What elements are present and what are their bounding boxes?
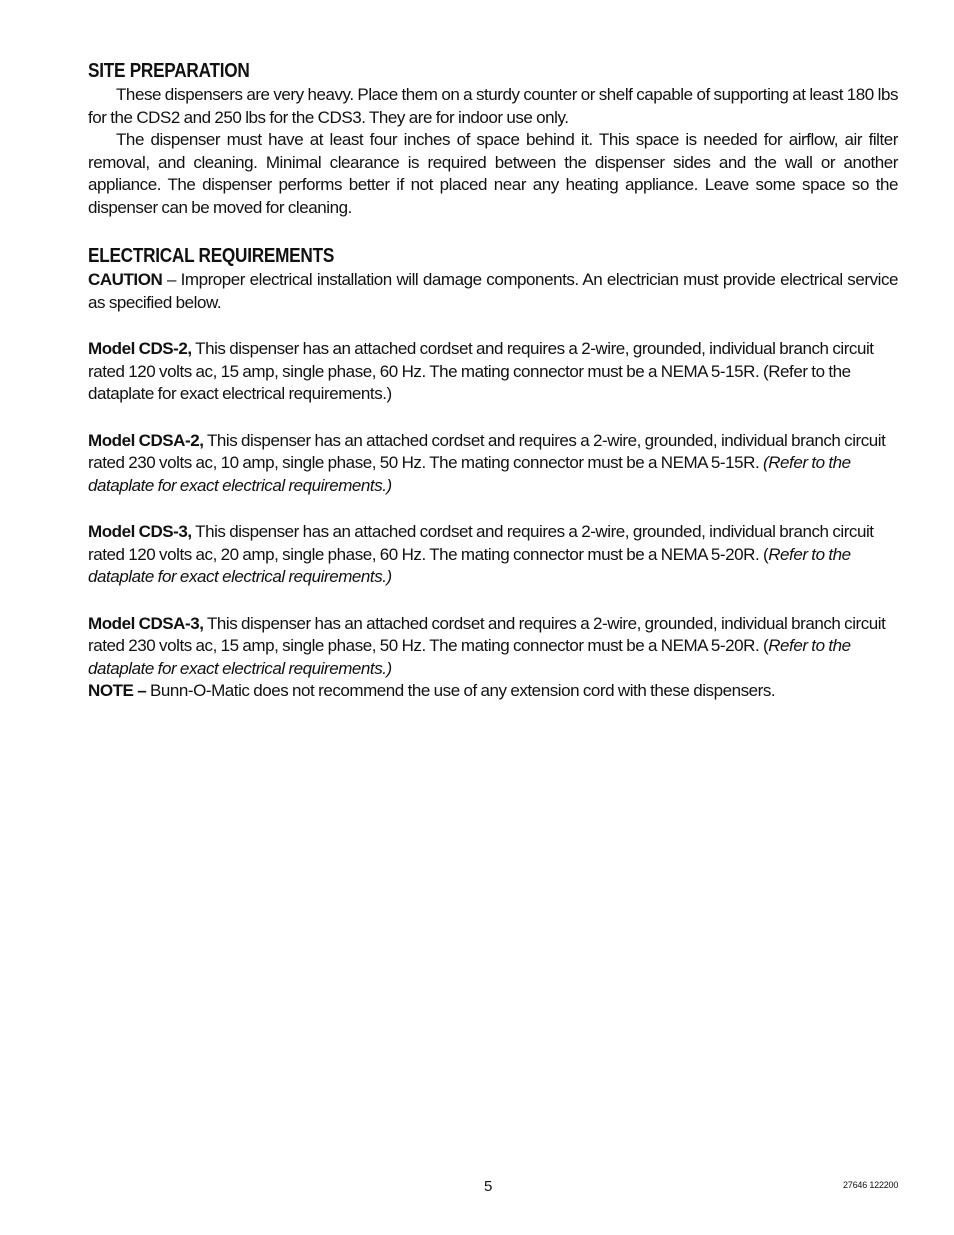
model-name: Model CDSA-3, [88,613,204,633]
note-label: NOTE – [88,681,147,700]
document-id: 27646 122200 [843,1180,899,1190]
model-cds-3-paragraph [88,521,898,589]
model-text: This dispenser has an attached cordset and requires a 2-wire, grounded, individual branch circuit rated 230 volts ac, 10 amp, single phase, 50 Hz. The mating connector must be a NEMA 5-15R. [88,430,886,472]
site-preparation-heading: SITE PREPARATION [88,60,250,82]
caution-paragraph [88,269,898,314]
caution-label: CAUTION [88,270,163,289]
document-page [88,58,898,703]
note-text: Bunn-O-Matic does not recommend the use of any extension cord with these dispensers. [146,681,776,700]
page-number: 5 [484,1178,493,1195]
note-paragraph [88,680,898,703]
model-cdsa-2-paragraph [88,430,898,498]
site-paragraph-1: These dispensers are very heavy. Place them on a sturdy counter or shelf capable of supporting at least 180 lbs for the CDS2 and 250 lbs for the CDS3. They are for indoor use only. [88,85,898,127]
model-text: This dispenser has an attached cordset and requires a 2-wire, grounded, individual branch circuit rated 120 volts ac, 20 amp, single phase, 60 Hz. The mating connector must be a NEMA 5-20R. ( [88,522,874,564]
model-cds-2-paragraph [88,338,898,406]
site-paragraph-2: The dispenser must have at least four inches of space behind it. This space is needed for airflow, air filter removal, and cleaning. Minimal clearance is required between the dispenser sides and the wall or another appliance. The dispenser performs better if not placed near any heating appliance. Leave some space so the dispenser can be moved for cleaning. [88,130,898,217]
model-name: Model CDSA-2, [88,430,204,450]
model-name: Model CDS-3, [88,522,192,541]
model-cdsa-3-paragraph [88,613,898,681]
model-text: This dispenser has an attached cordset and requires a 2-wire, grounded, individual branch circuit rated 230 volts ac, 15 amp, single phase, 50 Hz. The mating connector must be a NEMA 5-20R. ( [88,613,886,655]
caution-text: – Improper electrical installation will damage components. An electrician must provide electrical service as specified below. [88,270,898,312]
model-text: This dispenser has an attached cordset and requires a 2-wire, grounded, individual branch circuit rated 120 volts ac, 15 amp, single phase, 60 Hz. The mating connector must be a NEMA 5-15R. (Refer to the dataplate for exact electrical requirements.) [88,339,874,403]
electrical-requirements-heading: ELECTRICAL REQUIREMENTS [88,245,335,267]
model-italic: (Refer to the dataplate for exact electrical requirements.) [88,453,851,495]
model-name: Model CDS-2, [88,339,192,358]
model-italic: Refer to the dataplate for exact electrical requirements.) [88,636,851,678]
model-italic: Refer to the dataplate for exact electrical requirements.) [88,544,851,586]
